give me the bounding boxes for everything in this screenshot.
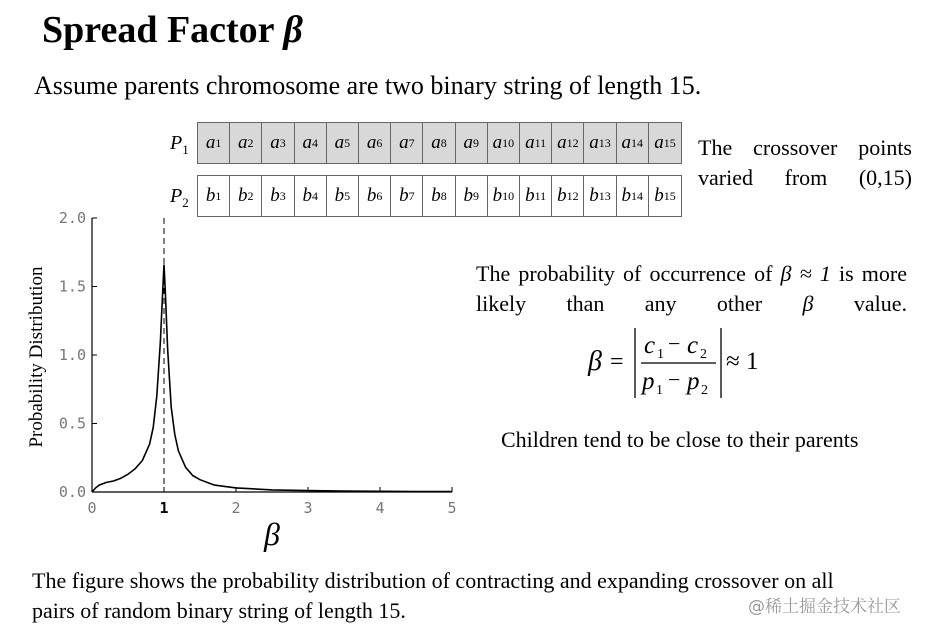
gene-letter: b [302, 185, 312, 206]
formula-p2-sub: 2 [701, 383, 708, 398]
parent-2-label: $P_2$ [170, 185, 189, 210]
gene-index: 5 [344, 188, 351, 203]
gene-index: 14 [630, 135, 643, 150]
formula-p2: p [687, 368, 700, 395]
y-tick-label: 0.0 [58, 483, 86, 501]
gene-index: 11 [534, 135, 547, 150]
gene-index: 15 [663, 135, 676, 150]
x-tick-label: 3 [303, 499, 313, 517]
gene-index: 4 [311, 188, 318, 203]
gene-letter: a [334, 132, 345, 153]
chromosome-row-parent-1 [197, 122, 682, 164]
gene-letter: b [463, 185, 473, 206]
gene-cell [423, 123, 455, 163]
gene-cell [520, 123, 552, 163]
gene-index: 3 [279, 188, 286, 203]
x-tick-label: 1 [159, 499, 169, 517]
gene-letter: b [205, 185, 216, 206]
gene-index: 15 [663, 188, 676, 203]
formula-p1: p [642, 368, 655, 395]
x-tick-label: 4 [375, 499, 385, 517]
gene-index: 11 [534, 188, 547, 203]
gene-index: 4 [311, 135, 318, 150]
gene-cell [198, 123, 230, 163]
gene-letter: b [654, 185, 664, 206]
gene-cell [520, 176, 552, 216]
gene-index: 6 [376, 135, 383, 150]
gene-letter: b [621, 185, 631, 206]
gene-letter: a [431, 132, 441, 153]
gene-letter: b [366, 185, 377, 206]
gene-cell [552, 123, 584, 163]
gene-index: 2 [247, 135, 254, 150]
gene-letter: b [431, 185, 441, 206]
gene-cell [391, 123, 423, 163]
gene-letter: a [589, 132, 599, 153]
gene-index: 1 [215, 135, 222, 150]
y-tick-label: 1.0 [58, 346, 86, 364]
formula-c2: c [687, 332, 699, 359]
formula-c1-sub: 1 [657, 347, 664, 362]
gene-letter: a [621, 132, 631, 153]
gene-letter: b [399, 185, 409, 206]
y-tick-label: 1.5 [58, 277, 86, 296]
gene-index: 14 [630, 188, 643, 203]
gene-index: 7 [408, 135, 415, 150]
gene-cell [230, 123, 262, 163]
distribution-curve [92, 265, 452, 492]
gene-index: 5 [344, 135, 351, 150]
gene-index: 6 [376, 188, 383, 203]
title-text: Spread Factor [42, 9, 284, 51]
gene-cell [649, 123, 681, 163]
gene-cell [584, 176, 616, 216]
gene-index: 10 [502, 135, 515, 150]
x-axis-label: β [264, 516, 280, 552]
formula-beta: β [588, 346, 602, 377]
x-tick-label: 2 [231, 499, 241, 517]
gene-cell [552, 176, 584, 216]
formula-p1-sub: 1 [656, 383, 663, 398]
gene-letter: b [589, 185, 599, 206]
gene-cell [456, 123, 488, 163]
y-tick-label: 2.0 [58, 209, 86, 227]
gene-cell [359, 123, 391, 163]
gene-letter: a [302, 132, 312, 153]
children-note: Children tend to be close to their parents [501, 427, 859, 452]
watermark: @稀土掘金技术社区 [748, 597, 901, 617]
intro-text: Assume parents chromosome are two binary string of length 15. [34, 71, 702, 100]
formula-c2-sub: 2 [700, 347, 707, 362]
gene-letter: a [270, 132, 280, 153]
x-tick-label: 5 [447, 499, 457, 517]
slide-title [42, 8, 303, 52]
gene-index: 10 [502, 188, 515, 203]
gene-letter: b [557, 185, 567, 206]
x-tick-label: 0 [87, 499, 97, 517]
formula-num-minus: − [668, 331, 681, 356]
crossover-note: The crossover points varied from (0,15) [698, 135, 912, 190]
y-tick-label: 0.5 [58, 414, 86, 433]
parent-1-label: $P_1$ [170, 132, 189, 157]
gene-letter: b [492, 185, 503, 206]
title-beta-symbol: β [283, 9, 303, 51]
gene-letter: a [654, 132, 664, 153]
formula-equals: = [610, 349, 624, 375]
formula-approx: ≈ 1 [726, 348, 759, 375]
y-axis-label: Probability Distribution [26, 266, 47, 448]
gene-index: 13 [598, 135, 611, 150]
gene-letter: b [238, 185, 248, 206]
gene-letter: a [492, 132, 503, 153]
gene-index: 8 [440, 135, 447, 150]
formula-den-minus: − [668, 367, 681, 392]
probability-note: The probability of occurrence of β ≈ 1 is more likely than any other β value. [476, 261, 908, 316]
gene-index: 8 [440, 188, 447, 203]
gene-cell [617, 123, 649, 163]
spread-factor-formula [586, 322, 776, 404]
gene-cell [649, 176, 681, 216]
gene-letter: b [270, 185, 280, 206]
gene-letter: a [463, 132, 473, 153]
figure-caption: The figure shows the probability distribution of contracting and expanding crossover on all pairs of random binary string of length 15. [32, 568, 834, 623]
gene-cell [295, 123, 327, 163]
gene-index: 3 [279, 135, 286, 150]
gene-index: 12 [566, 135, 579, 150]
gene-cell [584, 123, 616, 163]
gene-index: 9 [472, 135, 479, 150]
gene-index: 1 [215, 188, 222, 203]
gene-letter: a [525, 132, 535, 153]
gene-index: 13 [598, 188, 611, 203]
gene-letter: a [238, 132, 248, 153]
gene-index: 7 [408, 188, 415, 203]
chart-ticks [59, 209, 457, 517]
gene-cell [327, 123, 359, 163]
gene-letter: b [525, 185, 535, 206]
formula-c1: c [644, 332, 656, 359]
gene-letter: a [205, 132, 216, 153]
gene-cell [262, 123, 294, 163]
probability-distribution-chart [18, 200, 468, 560]
gene-index: 2 [247, 188, 254, 203]
gene-cell [488, 176, 520, 216]
gene-index: 9 [472, 188, 479, 203]
gene-letter: a [399, 132, 409, 153]
gene-letter: a [366, 132, 377, 153]
gene-letter: a [557, 132, 567, 153]
gene-cell [617, 176, 649, 216]
gene-cell [488, 123, 520, 163]
gene-index: 12 [566, 188, 579, 203]
gene-letter: b [334, 185, 345, 206]
